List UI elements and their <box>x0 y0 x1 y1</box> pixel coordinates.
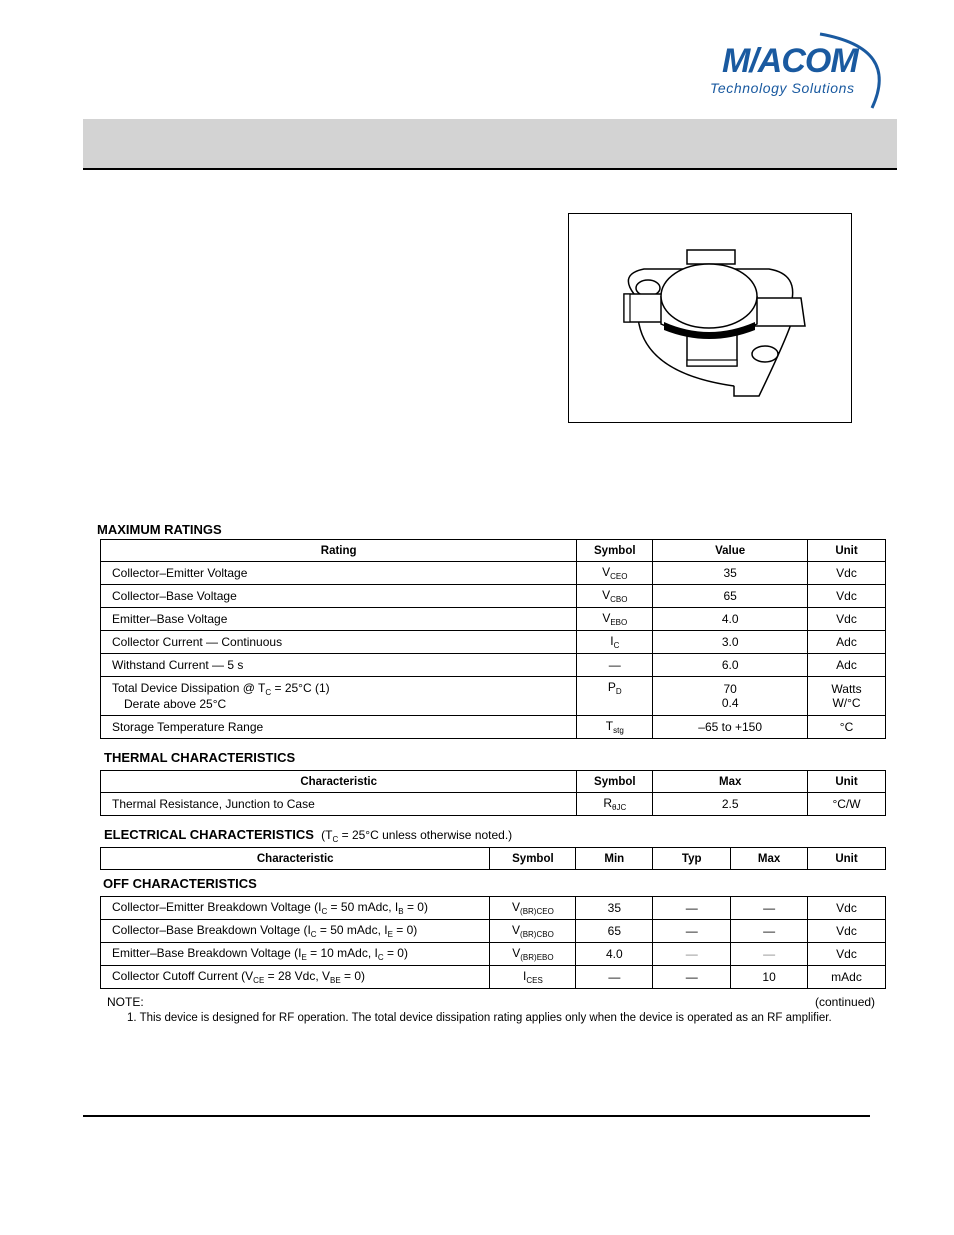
symbol-cell: $P_D$ <box>577 677 653 716</box>
max-ratings-table <box>100 539 886 739</box>
rating-cell: Collector–Base Voltage <box>101 585 577 608</box>
characteristic-cell: Thermal Resistance, Junction to Case <box>101 793 577 816</box>
characteristic-cell: Collector Cutoff Current ($V_{CE} = 28$ Vdc, $V_{BE} = 0$) <box>101 966 490 989</box>
symbol-cell: $T_{stg}$ <box>577 716 653 739</box>
unit-cell: Adc <box>808 631 886 654</box>
col-max: Max <box>653 771 808 793</box>
value-cell: 3.0 <box>653 631 808 654</box>
col-unit: Unit <box>808 771 886 793</box>
typ-cell: — <box>653 966 731 989</box>
thermal-title: THERMAL CHARACTERISTICS <box>104 750 296 765</box>
symbol-cell: $V_{(BR)EBO}$ <box>490 943 576 966</box>
rating-cell: Withstand Current — 5 s <box>101 654 577 677</box>
symbol-cell: $I_C$ <box>577 631 653 654</box>
table-row <box>101 897 886 920</box>
rating-cell: Storage Temperature Range <box>101 716 577 739</box>
max-cell: 10 <box>731 966 808 989</box>
continued-label: (continued) <box>815 995 876 1009</box>
value-cell: 70 0.4 <box>653 677 808 716</box>
unit-cell: Adc <box>808 654 886 677</box>
typ-cell: — <box>653 920 731 943</box>
symbol-cell: $V_{EBO}$ <box>577 608 653 631</box>
col-unit: Unit <box>808 848 886 870</box>
unit-cell: Vdc <box>808 608 886 631</box>
min-cell: 35 <box>576 897 653 920</box>
logo-brand: M/ACOM <box>722 42 858 80</box>
symbol-cell: $V_{CBO}$ <box>577 585 653 608</box>
value-cell: –65 to +150 <box>653 716 808 739</box>
col-value: Value <box>653 540 808 562</box>
unit-cell: Vdc <box>808 920 886 943</box>
col-characteristic: Characteristic <box>101 848 490 870</box>
table-row <box>101 966 886 989</box>
unit-cell: Vdc <box>808 562 886 585</box>
table-row <box>101 585 886 608</box>
unit-cell: Watts W/°C <box>808 677 886 716</box>
transistor-flange-package-icon <box>569 214 851 422</box>
col-symbol: Symbol <box>577 771 653 793</box>
value-cell: 4.0 <box>653 608 808 631</box>
symbol-cell: $V_{(BR)CEO}$ <box>490 897 576 920</box>
col-typ: Typ <box>653 848 731 870</box>
min-cell: 65 <box>576 920 653 943</box>
table-header-row <box>101 771 886 793</box>
symbol-cell: — <box>577 654 653 677</box>
thermal-table <box>100 770 886 816</box>
rating-cell: Emitter–Base Voltage <box>101 608 577 631</box>
characteristic-cell: Collector–Emitter Breakdown Voltage ($I_C = 50$ mAdc, $I_B = 0$) <box>101 897 490 920</box>
table-row <box>101 793 886 816</box>
footer-rule <box>83 1115 870 1117</box>
symbol-cell: $V_{CEO}$ <box>577 562 653 585</box>
symbol-cell: $R_{\theta JC}$ <box>577 793 653 816</box>
rating-cell: Total Device Dissipation @ $T_C = 25^\circ C$ (1) Derate above 25°C <box>101 677 577 716</box>
table-row <box>101 677 886 716</box>
table-row <box>101 631 886 654</box>
table-header-row <box>101 540 886 562</box>
value-cell: 35 <box>653 562 808 585</box>
table-header-row <box>101 848 886 870</box>
table-row <box>101 562 886 585</box>
note-text: 1. This device is designed for RF operation. The total device dissipation rating applies only when the device is operated as an RF amplifier. <box>127 1012 832 1024</box>
value-cell: 2.5 <box>653 793 808 816</box>
unit-cell: °C/W <box>808 793 886 816</box>
max-cell: — <box>731 943 808 966</box>
symbol-cell: $I_{CES}$ <box>490 966 576 989</box>
unit-cell: Vdc <box>808 943 886 966</box>
max-cell: — <box>731 920 808 943</box>
characteristic-cell: Collector–Base Breakdown Voltage ($I_C = 50$ mAdc, $I_E = 0$) <box>101 920 490 943</box>
electrical-title: ELECTRICAL CHARACTERISTICS ($T_C = 25^\circ C$ unless otherwise noted.) <box>104 827 513 844</box>
rating-cell: Collector Current — Continuous <box>101 631 577 654</box>
electrical-table <box>100 896 886 989</box>
col-rating: Rating <box>101 540 577 562</box>
min-cell: — <box>576 966 653 989</box>
col-symbol: Symbol <box>577 540 653 562</box>
unit-cell: °C <box>808 716 886 739</box>
col-symbol: Symbol <box>490 848 576 870</box>
col-max: Max <box>731 848 808 870</box>
max-cell: — <box>731 897 808 920</box>
macom-logo <box>700 28 890 113</box>
col-characteristic: Characteristic <box>101 771 577 793</box>
max-ratings-title: MAXIMUM RATINGS <box>97 522 222 537</box>
unit-cell: mAdc <box>808 966 886 989</box>
col-unit: Unit <box>808 540 886 562</box>
note-label: NOTE: <box>107 995 144 1009</box>
table-row <box>101 654 886 677</box>
off-characteristics-title: OFF CHARACTERISTICS <box>103 876 257 891</box>
min-cell: 4.0 <box>576 943 653 966</box>
table-row <box>101 716 886 739</box>
unit-cell: Vdc <box>808 897 886 920</box>
table-row <box>101 920 886 943</box>
value-cell: 65 <box>653 585 808 608</box>
package-image <box>568 213 852 423</box>
col-min: Min <box>576 848 653 870</box>
table-row <box>101 608 886 631</box>
logo-tagline: Technology Solutions <box>710 80 855 96</box>
typ-cell: — <box>653 943 731 966</box>
typ-cell: — <box>653 897 731 920</box>
rating-cell: Collector–Emitter Voltage <box>101 562 577 585</box>
symbol-cell: $V_{(BR)CBO}$ <box>490 920 576 943</box>
electrical-header-table <box>100 847 886 870</box>
table-row <box>101 943 886 966</box>
header-band <box>83 119 897 170</box>
unit-cell: Vdc <box>808 585 886 608</box>
characteristic-cell: Emitter–Base Breakdown Voltage ($I_E = 10$ mAdc, $I_C = 0$) <box>101 943 490 966</box>
value-cell: 6.0 <box>653 654 808 677</box>
